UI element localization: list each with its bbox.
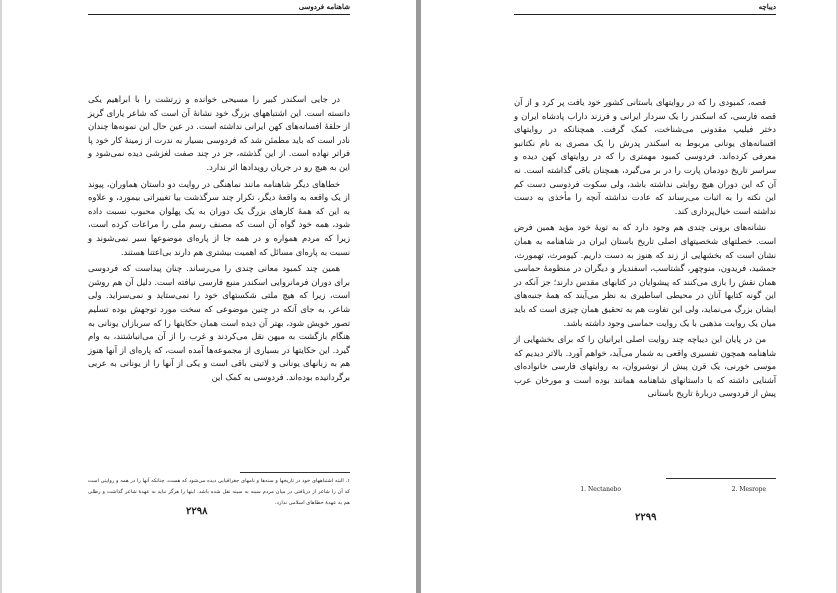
page-body bbox=[514, 96, 776, 404]
page-number: ۲۲۹۹ bbox=[635, 512, 657, 523]
paragraph: من در پایان این دیباچه چند روایت اصلی ایرانیان را که برای بخشهایی از شاهنامه همچون تفسیری واقعی به شمار می‌آید، خواهم آورد. بالاتر دیدیم که موسی خورنی، یک قرن پیش از نوشیروان، به روایتهای فارسی خانواده‌ای آشنایی داشته که با داستانهای شاهنامه همانند بوده است و مورخان عرب پیش از فردوسی دربارهٔ تاریخ باستانی bbox=[514, 334, 776, 399]
paragraph: خطاهای دیگر شاهنامه مانند نماهنگی در روایت دو داستان هماوران، پیوند از یک واقعه به واقعهٔ دیگر، تکرار چند سرگذشت بیا تغییراتی بیمورد، و علاوه به این که همهٔ کارهای بزرگ یک دوران به یک پهلوان محبوب نسبت داده شود، همه خود گواه آن است که مصنف رسم ملی را مراعات کرده است، زیرا که مردم همواره و در همه جا از پاره‌ای موضوعها سیر نمی‌شوند و نسبت به پاره‌ای مسائل که اهمیت بیشتری هم دارند بی‌اعتنا هستند. bbox=[88, 178, 350, 257]
footnote-latin-2: 2. Mesrope bbox=[731, 486, 766, 493]
paragraph: نشانه‌های برونی چندی هم وجود دارد که به تویهٔ خود مؤید همین فرض است. خصلتهای شخصیتهای اصلی تاریخ باستان ایران در شاهنامه به همان نشان است که بخشهایی از زند که هنوز به دست داریم. کیومرث، تهمورث، جمشید، فریدون، منوچهر، گشتاسب، اسفندیار و دیگران در منظومهٔ حماسی همان نقش را بازی می‌کنند که پیشوایان در کتابهای مقدس دارند؛ جز آنکه در این گونه کتابها آنان در محیطی اساطیری به نظر می‌آیند که همهٔ جنبه‌های ایشان بزرگ می‌نماید، ولی این تفاوت هم به تحقیق همان چیزی است که باید میان یک روایت مذهبی با یک روایت حماسی وجود داشته باشد. bbox=[514, 222, 776, 328]
page-body bbox=[88, 93, 350, 387]
left-page bbox=[2, 0, 416, 593]
footnote: ۱. البته اشتباههای خود در تاریخها و سنه‌ها و نامهای جغرافیایی دیده می‌شود که هست، چنانکه آنها را در همه و روایتی است که آن را شاعر از دریافتی در میان مردم سینه به سینه نقل شده باشد. اینها را هرگز نباید به عهدهٔ شاعر گذاشت و رطلی هم به عهدهٔ خطاهای اسلامی ندارد. bbox=[88, 478, 350, 506]
paragraph: همین چند کمبود معانی چندی را می‌رساند. چنان پیداست که فردوسی برای دوران فرمانروایی اسکندر منبع فارسی نیافته است. دلیل آن هم روشن است، زیرا که هیچ ملتی شکستهای خود را نمی‌ستاید و نمی‌سراید. ولی شاعر، به جای آنکه در چنین موضوعی که سخت مورد توجهش بوده تسلیم تصور خویش شود، بهتر آن دیده است همان حکایتها را که سربازان یونانی به هنگام بازگشت به میهن نقل می‌کردند و غرب را از آن می‌انباشتند، به وام گیرد. این حکایتها در بسیاری از مجموعه‌ها آمده است، که پاره‌ای از آنها هنوز هم به زبانهای یونانی و لاتینی باقی است و یکی از آنها را از یونانی به عربی برگردانیده بوده‌اند. فردوسی به کمک این bbox=[88, 263, 350, 382]
footnote-rule bbox=[666, 478, 776, 479]
footnote-rule bbox=[240, 472, 350, 473]
paragraph: قصه، کمبودی را که در روایتهای باستانی کشور خود یافت پر کرد و از آن قصه فارسی، که اسکندر را یک سردار ایرانی و فرزند داراب پادشاه ایران و دختر فیلیپ مقدونی می‌شناخت، کمک گرفت. همچنانکه در روایتهای افسانه‌های یونانی مربوط به اسکندر پدرش را یک مصری به نام نکتانبو معرفی کرده‌اند. فردوسی کمبود مهمتری را که در روایتهای کهن دیده و سراسر تاریخ دودمان پارت را در بر می‌گیرد، همچنان باقی گذاشته است. نه آن که این دوران هیچ روایتی نداشته باشد، ولی سکوت فردوسی دست کم این نکته را به اثبات می‌رساند که عادت نداشته آنچه را مأخذی به دست نداشته است خیال‌پردازی کند. bbox=[514, 97, 776, 216]
footnote-latin-1: 1. Nectanebo bbox=[580, 486, 621, 493]
page-number: ۲۲۹۸ bbox=[186, 506, 208, 517]
running-header: شاهنامه فردوسی bbox=[88, 0, 350, 15]
paragraph: در جایی اسکندر کبیر را مسیحی خوانده و زرتشت را با ابراهیم یکی دانسته است. این اشتباههای بزرگ خود نشانهٔ آن است که شاعر یارای گریز از حلقهٔ افسانه‌های کهن ایرانی نداشته است. در عین حال این نمونه‌ها چندان نادر است که باید مطمئن شد که فردوسی بسیار به ندرت از زمینهٔ کار خود پا فراتر نهاده است. از این گذشته، جز در چند صفت لغزشی دیده نمی‌شود و این به هیچ رو در جریان رویدادها اثر ندارد. bbox=[88, 94, 350, 172]
running-header: دیباچه bbox=[514, 0, 776, 15]
right-page bbox=[421, 0, 836, 593]
